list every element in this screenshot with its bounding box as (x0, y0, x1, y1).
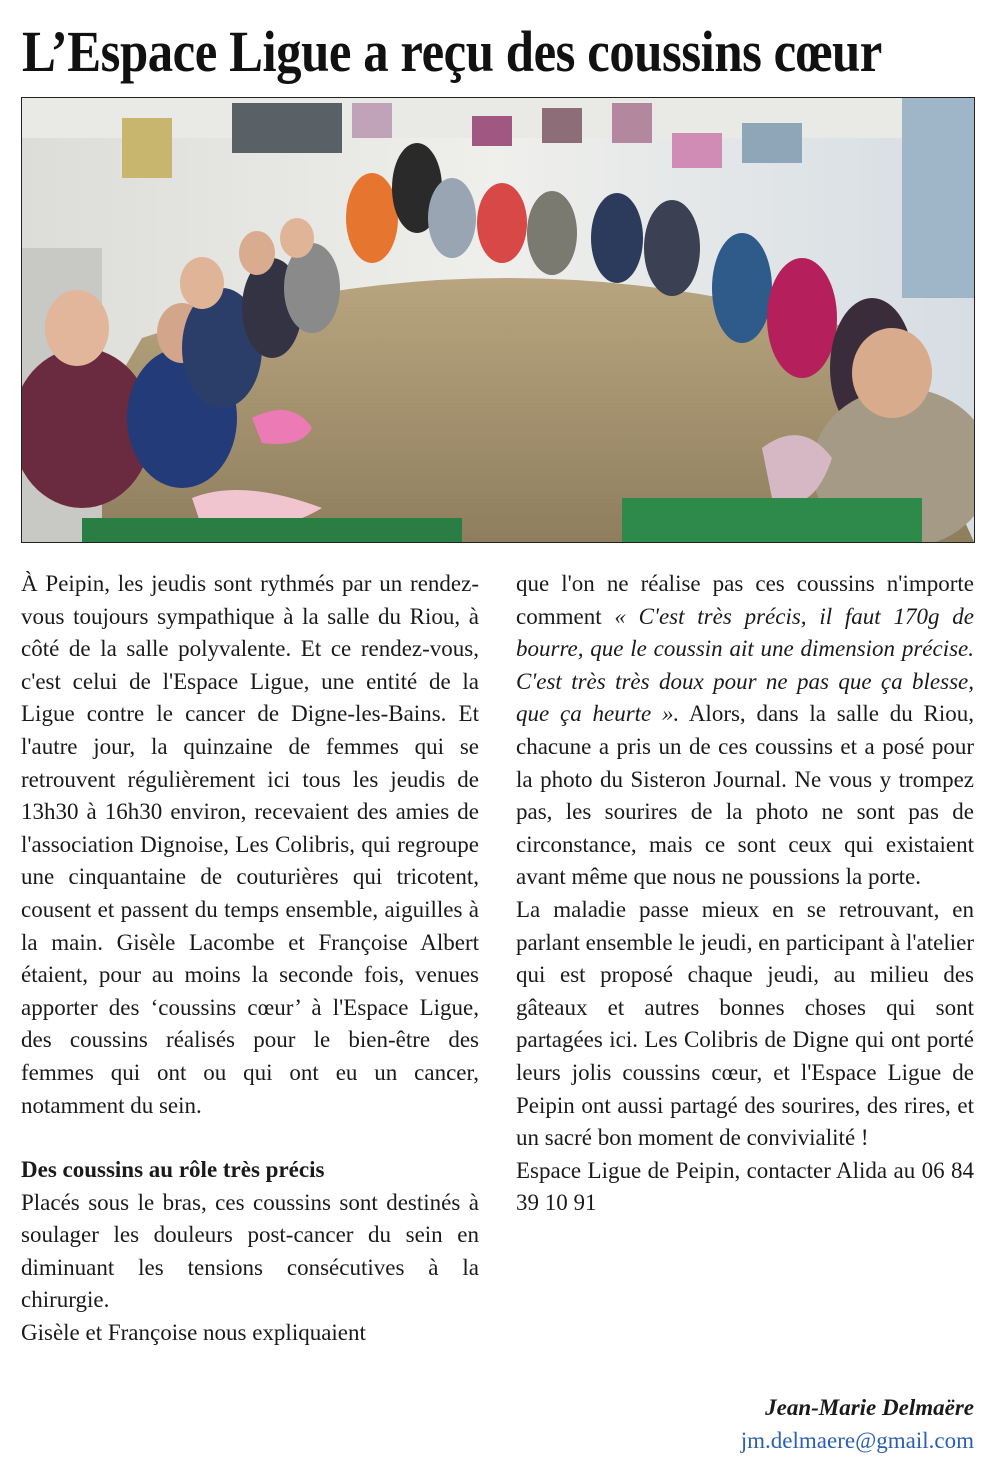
paragraph-text: Alors, dans la salle du Riou, chacune a pris un de ces coussins et a posé pour la photo du Sisteron Journal. Ne vous y trompez pas, les sourires de la photo ne sont pas de circonstance, mais ce sont ceux qui existaient avant même que nous ne poussions la porte. (516, 701, 974, 890)
right-column (516, 568, 974, 1220)
left-column (21, 568, 479, 1350)
author-email-link[interactable]: jm.delmaere@gmail.com (740, 1428, 974, 1453)
body-paragraph: Placés sous le bras, ces coussins sont destinés à soulager les douleurs post-cancer du sein en diminuant les tensions consécutives à la chirurgie. (21, 1189, 479, 1313)
article-headline: L’Espace Ligue a reçu des coussins cœur (22, 19, 882, 84)
group-photo-icon (22, 98, 974, 542)
body-paragraph: À Peipin, les jeudis sont rythmés par un rendez-vous toujours sympathique à la salle du Riou, à côté de la salle polyvalente. Et ce rendez-vous, c'est celui de l'Espace Ligue, une entité de la Ligue contre le cancer de Digne-les-Bains. Et l'autre jour, la quinzaine de femmes qui se retrouvent régulièrement ici tous les jeudis de 13h30 à 16h30 environ, recevaient des amies de l'association Dignoise, Les Colibris, qui regroupe une cinquantaine de couturières qui tricotent, cousent et passent du temps ensemble, aiguilles à la main. Gisèle Lacombe et Françoise Albert étaient, pour au moins la seconde fois, venues apporter des ‘coussins cœur’ à l'Espace Ligue, des coussins réalisés pour le bien-être des femmes qui ont ou qui ont eu un cancer, notamment du sein. (21, 571, 479, 1118)
body-paragraph: Gisèle et Françoise nous expliquaient (21, 1320, 366, 1346)
paragraph-text: que l'on ne réalise pas ces coussins n'importe comment (516, 571, 974, 629)
author-signature: Jean-Marie Delmaëre (765, 1395, 974, 1420)
article-photo (21, 97, 975, 543)
contact-paragraph: Espace Ligue de Peipin, contacter Alida au 06 84 39 10 91 (516, 1157, 974, 1216)
article-subheading: Des coussins au rôle très précis (21, 1157, 325, 1183)
body-paragraph (516, 568, 974, 894)
quote-text: « C'est très précis, il faut 170g de bourre, que le coussin ait une dimension précise. C'est très très doux pour ne pas que ça blesse, que ça heurte ». (516, 603, 974, 727)
body-paragraph: La maladie passe mieux en se retrouvant, en parlant ensemble le jeudi, en participant à l'atelier qui est proposé chaque jeudi, au milieu des gâteaux et autres bonnes choses qui sont partagées ici. Les Colibris de Digne qui ont porté leurs jolis coussins cœur, et l'Espace Ligue de Peipin ont aussi partagé des sourires, des rires, et un sacré bon moment de convivialité ! (516, 896, 974, 1151)
